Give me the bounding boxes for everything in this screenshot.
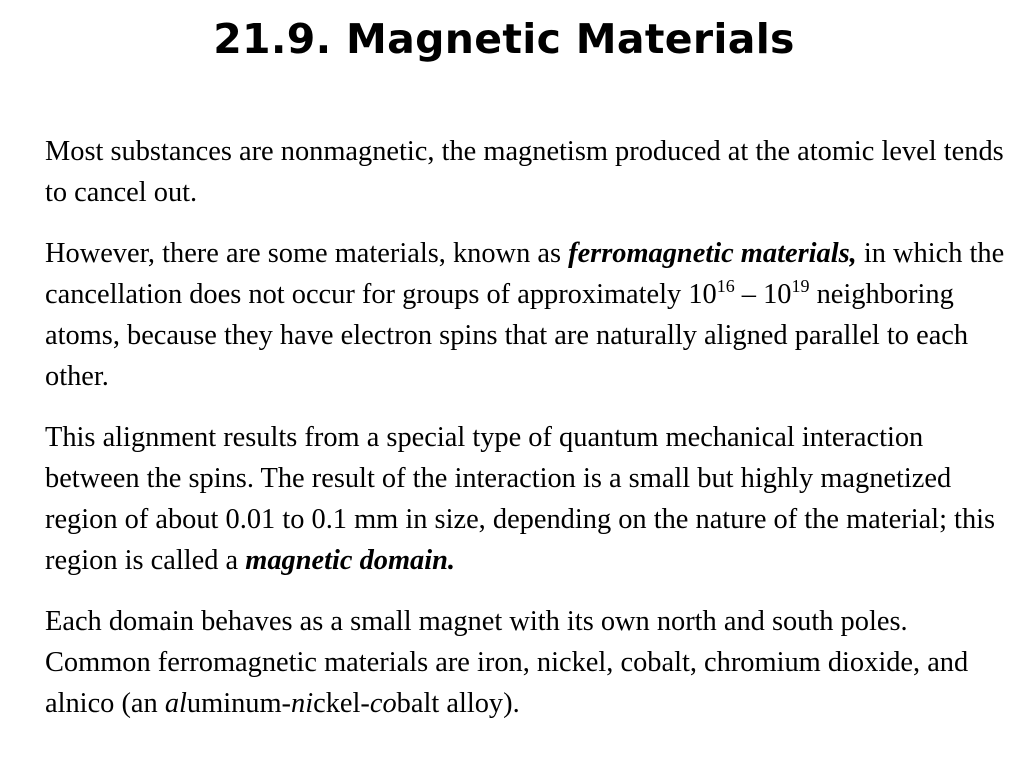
- domain-examples-text: Each domain behaves as a small magnet with its own north and south poles. Common ferromagnetic materials are iron, nickel, cobalt, chromium dioxide, and alnico (an: [45, 606, 969, 719]
- paragraph-nonmagnetic: [45, 131, 1005, 213]
- power-base-upper: 10: [763, 279, 792, 310]
- alnico-al-rest: uminum-: [186, 688, 292, 719]
- term-magnetic-domain: magnetic domain.: [245, 545, 456, 576]
- exponent-upper: 19: [791, 276, 810, 296]
- range-dash: –: [734, 279, 764, 310]
- power-base-lower: 10: [688, 279, 717, 310]
- paragraph-alignment: [45, 417, 1005, 581]
- slide-body: [45, 131, 1005, 744]
- term-ferromagnetic-materials: ferromagnetic materials,: [568, 238, 857, 269]
- alnico-ni-rest: ckel-: [313, 688, 370, 719]
- paragraph-domain-examples: [45, 601, 1005, 724]
- exponent-lower: 16: [716, 276, 735, 296]
- slide-title: 21.9. Magnetic Materials: [213, 15, 795, 63]
- alnico-co-rest: balt alloy).: [396, 688, 520, 719]
- paragraph-nonmagnetic-text: Most substances are nonmagnetic, the magnetism produced at the atomic level tends to cancel out.: [45, 136, 1004, 208]
- ferromagnetic-intro-text: However, there are some materials, known as: [45, 238, 569, 269]
- alnico-co-italic: co: [369, 688, 397, 719]
- alnico-ni-italic: ni: [291, 688, 314, 719]
- alignment-text: This alignment results from a special type of quantum mechanical interaction between the spins. The result of the interaction is a small but highly magnetized region of about 0.01 to 0.1 mm in size, depending on the nature of the material; this region is called a: [45, 422, 996, 576]
- paragraph-ferromagnetic: [45, 233, 1005, 397]
- ferromagnetic-tail-text: neighboring atoms, because they have electron spins that are naturally aligned parallel to each other.: [45, 279, 969, 392]
- alnico-al-italic: al: [164, 688, 187, 719]
- ferromagnetic-body-text: in which the cancellation does not occur for groups of approximately: [45, 238, 1005, 310]
